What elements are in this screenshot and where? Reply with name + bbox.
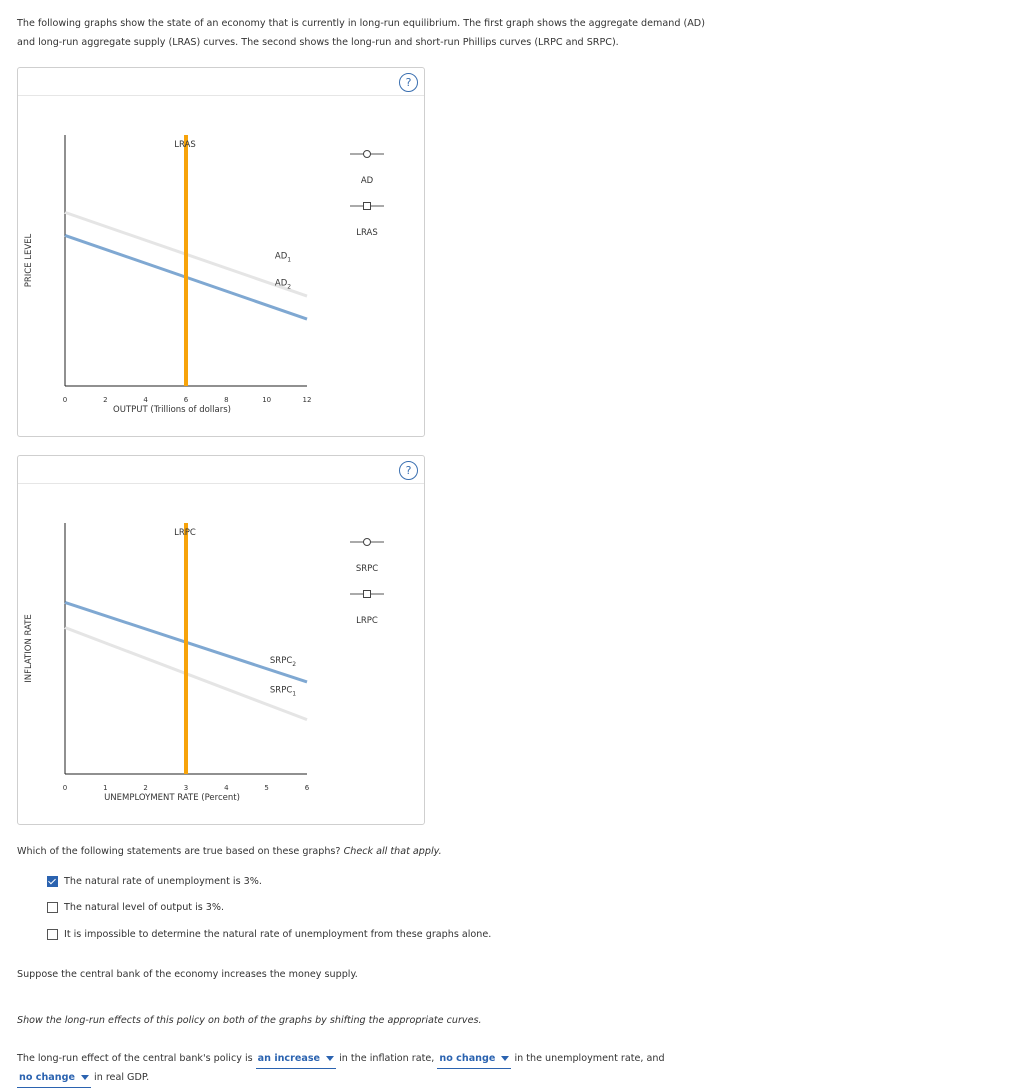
option-1-checkbox[interactable] [47,876,58,887]
x-tick-label: 6 [304,784,310,792]
option-3[interactable] [47,929,491,940]
upper-curve-label: $SRPC_2$ [269,656,297,669]
palette-label: AD [360,176,374,186]
instruction-text: Show the long-run effects of this policy on both of the graphs by shifting the appropriate curves. [17,1015,482,1026]
gdp-effect-value: no change [19,1072,75,1083]
x-tick-label: 12 [302,396,312,404]
vertical-curve-label: LRAS [174,140,196,150]
option-2-checkbox[interactable] [47,902,58,913]
palette-label: LRPC [356,616,378,626]
x-tick-label: 6 [183,396,189,404]
gdp-effect-dropdown[interactable] [17,1069,91,1088]
x-tick-label: 4 [224,784,229,792]
ad-lras-graph[interactable] [18,68,424,436]
y-axis-label: INFLATION RATE [24,614,34,683]
x-tick-label: 2 [103,396,108,404]
help-icon[interactable]: ? [399,73,418,92]
upper-curve-label: $AD_1$ [274,251,292,264]
palette-label: SRPC [355,564,379,574]
x-tick-label: 8 [224,396,229,404]
answer-part-1: The long-run effect of the central bank's policy is [17,1053,253,1064]
question [17,846,442,857]
unemployment-effect-value: no change [439,1053,496,1064]
x-axis-label: OUTPUT (Trillions of dollars) [113,405,231,415]
square-handle-icon [364,591,371,598]
answer-sentence [17,1050,677,1088]
x-tick-label: 3 [183,784,189,792]
option-1[interactable] [47,876,262,887]
vertical-curve-label: LRPC [174,528,196,538]
phillips-graph[interactable] [18,456,424,824]
chevron-down-icon [326,1056,334,1061]
answer-part-3: in the unemployment rate, and [514,1053,665,1064]
chevron-down-icon [81,1075,89,1080]
help-icon[interactable]: ? [399,461,418,480]
inflation-effect-dropdown[interactable] [256,1050,336,1069]
unemployment-effect-dropdown[interactable] [437,1050,511,1069]
phillips-graph-panel[interactable] [17,455,425,825]
option-3-label: It is impossible to determine the natural rate of unemployment from these graphs alone. [64,929,492,940]
option-2-label: The natural level of output is 3%. [64,902,225,913]
palette-label: LRAS [356,228,378,238]
x-tick-label: 10 [262,396,272,404]
x-tick-label: 1 [103,784,108,792]
ad-lras-graph-panel[interactable] [17,67,425,437]
x-axis-label: UNEMPLOYMENT RATE (Percent) [104,793,240,803]
lower-curve-label: $AD_2$ [274,278,292,291]
inflation-effect-value: an increase [257,1053,321,1064]
x-tick-label: 4 [143,396,148,404]
scenario-text: Suppose the central bank of the economy increases the money supply. [17,969,358,980]
option-3-checkbox[interactable] [47,929,58,940]
circle-handle-icon [364,151,371,158]
x-tick-label: 0 [62,396,68,404]
x-tick-label: 2 [143,784,148,792]
answer-part-2: in the inflation rate, [339,1053,435,1064]
square-handle-icon [364,203,371,210]
answer-part-4: in real GDP. [94,1072,150,1083]
intro-text: The following graphs show the state of an economy that is currently in long-run equilibrium. The first graph shows the aggregate demand (AD) and long-run aggregate supply (LRAS) curves. The second shows the long-run and short-run Phillips curves (LRPC and SRPC). [17,18,705,48]
x-tick-label: 5 [264,784,269,792]
option-2[interactable] [47,902,224,913]
circle-handle-icon [364,539,371,546]
x-tick-label: 0 [62,784,68,792]
question-text: Which of the following statements are true based on these graphs? [17,846,344,857]
chevron-down-icon [501,1056,509,1061]
lower-curve-label: $SRPC_1$ [269,685,297,698]
y-axis-label: PRICE LEVEL [24,233,34,288]
option-1-label: The natural rate of unemployment is 3%. [64,876,262,887]
question-emphasis: Check all that apply. [343,846,442,857]
